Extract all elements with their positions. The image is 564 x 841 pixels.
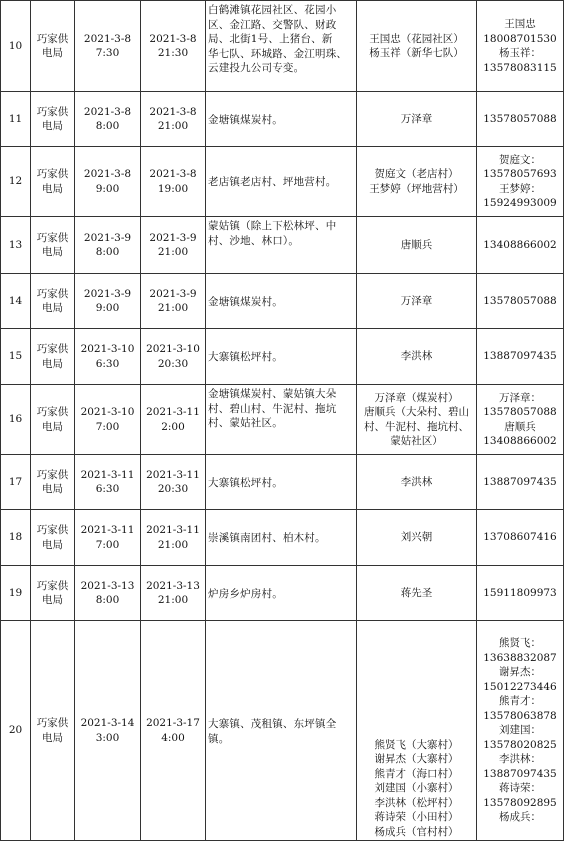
contact-cell — [357, 1, 477, 92]
area-cell-line: 村、沙地、林口）。 — [208, 234, 300, 247]
table-row — [1, 1, 564, 92]
contact-cell — [357, 217, 477, 274]
phone-cell-line: 13578083115 — [483, 61, 557, 74]
area-cell-line: 局、北街1号、上猪台、新 — [208, 33, 333, 45]
unit-cell-line: 电局 — [42, 302, 63, 314]
phone-cell-line: 万泽章： — [499, 391, 541, 404]
unit-cell-line: 巧家供 — [36, 343, 69, 355]
area-cell — [206, 621, 357, 841]
contact-cell-line: 唐顺兵（大朵村、碧山 — [364, 406, 469, 418]
table-row — [1, 566, 564, 621]
start-time-cell — [75, 385, 141, 455]
contact-cell-line: 唐顺兵 — [400, 238, 433, 251]
table-row — [1, 92, 564, 147]
start-time-cell-line: 2021-3-8 — [83, 32, 132, 45]
phone-cell-line: 13578092895 — [483, 796, 557, 809]
table-row — [1, 385, 564, 455]
contact-cell — [357, 621, 477, 841]
phone-cell-line: 杨成兵： — [499, 811, 541, 824]
area-cell — [206, 510, 357, 566]
phone-cell — [477, 510, 564, 566]
area-cell — [206, 274, 357, 329]
area-cell-line: 镇。 — [208, 732, 230, 745]
contact-cell — [357, 385, 477, 455]
contact-cell-line: 李洪林 — [400, 475, 433, 488]
unit-cell-line: 电局 — [42, 538, 63, 551]
contact-cell-line: 刘兴朝 — [400, 531, 433, 544]
end-time-cell-line: 2021-3-9 — [149, 287, 197, 300]
area-cell-line: 区、金江路、交警队、财政 — [208, 18, 337, 31]
phone-cell — [477, 455, 564, 510]
start-time-cell-line: 8:00 — [95, 120, 120, 132]
phone-cell-line: 15012273446 — [483, 680, 557, 693]
contact-cell-line: 杨玉祥（新华七队） — [369, 47, 464, 59]
area-cell-line: 大寨镇松坪村。 — [208, 351, 283, 364]
start-time-cell-line: 2021-3-9 — [83, 287, 132, 300]
unit-cell-line: 电局 — [42, 420, 63, 433]
end-time-cell — [141, 329, 206, 385]
end-time-cell-line: 2021-3-9 — [149, 231, 197, 244]
row-number: 17 — [1, 455, 31, 510]
start-time-cell-line: 2021-3-10 — [80, 406, 135, 418]
end-time-cell — [141, 147, 206, 217]
start-time-cell-line: 7:30 — [95, 47, 120, 59]
unit-cell — [31, 92, 75, 147]
contact-cell — [357, 274, 477, 329]
phone-cell-line: 熊贤飞： — [499, 637, 541, 650]
unit-cell — [31, 1, 75, 92]
start-time-cell-line: 2021-3-10 — [80, 343, 135, 355]
contact-cell-line: 熊贤飞（大寨村） — [374, 738, 459, 751]
end-time-cell-line: 20:30 — [157, 357, 189, 370]
area-cell — [206, 566, 357, 621]
area-cell — [206, 1, 357, 92]
start-time-cell-line: 2021-3-11 — [80, 524, 135, 536]
area-cell-line: 蒙姑镇（除上下松林坪、中 — [208, 220, 337, 232]
area-cell-line: 老店镇老店村、坪地营村。 — [208, 176, 337, 189]
phone-cell — [477, 1, 564, 92]
phone-cell-line: 13887097435 — [483, 767, 557, 780]
start-time-cell — [75, 455, 141, 510]
area-cell-line: 大寨镇、茂租镇、东坪镇全 — [208, 718, 337, 730]
end-time-cell-line: 2021-3-11 — [146, 406, 200, 418]
phone-cell-line: 刘建国： — [499, 724, 541, 737]
unit-cell-line: 巧家供 — [36, 231, 69, 244]
area-cell — [206, 217, 357, 274]
unit-cell — [31, 217, 75, 274]
end-time-cell-line: 21:30 — [157, 47, 189, 59]
unit-cell — [31, 385, 75, 455]
start-time-cell — [75, 274, 141, 329]
phone-cell-line: 13578057693 — [483, 168, 557, 180]
area-cell-line: 炉房乡炉房村。 — [208, 587, 283, 600]
start-time-cell-line: 7:00 — [95, 538, 120, 551]
phone-cell-line: 13408866002 — [483, 238, 557, 251]
area-cell-line: 金塘镇煤炭村。 — [208, 295, 283, 308]
unit-cell — [31, 455, 75, 510]
unit-cell-line: 巧家供 — [36, 579, 69, 592]
end-time-cell-line: 21:00 — [157, 538, 189, 551]
contact-cell — [357, 92, 477, 147]
row-number: 12 — [1, 147, 31, 217]
area-cell-line: 华七队、环城路、金江明珠、 — [208, 47, 348, 60]
phone-cell-line: 13408866002 — [483, 435, 557, 447]
area-cell — [206, 455, 357, 510]
row-number: 19 — [1, 566, 31, 621]
end-time-cell-line: 2021-3-13 — [146, 579, 200, 592]
contact-cell-line: 杨成兵（官村村） — [374, 825, 459, 838]
start-time-cell-line: 6:30 — [95, 357, 120, 370]
phone-cell-line: 18008701530 — [483, 32, 557, 45]
table-row — [1, 147, 564, 217]
table-row — [1, 274, 564, 329]
start-time-cell — [75, 1, 141, 92]
unit-cell — [31, 510, 75, 566]
area-cell-line: 云建投九公司专变。 — [208, 62, 305, 74]
start-time-cell-line: 2021-3-11 — [80, 468, 135, 481]
unit-cell — [31, 621, 75, 841]
unit-cell-line: 巧家供 — [36, 717, 69, 729]
unit-cell-line: 电局 — [42, 731, 63, 744]
table-body — [1, 1, 564, 841]
unit-cell-line: 巧家供 — [36, 406, 69, 418]
contact-cell-line: 万泽章 — [400, 112, 433, 125]
contact-cell-line: 李洪林（松坪村） — [374, 796, 459, 809]
phone-cell — [477, 385, 564, 455]
phone-cell-line: 13578057088 — [483, 112, 557, 125]
row-number: 15 — [1, 329, 31, 385]
unit-cell-line: 电局 — [42, 120, 63, 132]
start-time-cell-line: 9:00 — [95, 302, 120, 314]
contact-cell — [357, 455, 477, 510]
phone-cell-line: 李洪林： — [499, 753, 541, 766]
end-time-cell-line: 2021-3-17 — [146, 717, 200, 729]
phone-cell-line: 13887097435 — [483, 475, 557, 488]
contact-cell-line: 蒋诗荣（小田村） — [374, 811, 459, 823]
end-time-cell — [141, 385, 206, 455]
phone-cell — [477, 621, 564, 841]
unit-cell-line: 电局 — [42, 182, 63, 195]
phone-cell-line: 15911809973 — [483, 586, 557, 599]
contact-cell-line: 蒙姑社区） — [390, 435, 443, 447]
phone-cell-line: 谢昇杰： — [499, 666, 541, 679]
end-time-cell — [141, 566, 206, 621]
start-time-cell — [75, 621, 141, 841]
end-time-cell-line: 2021-3-10 — [146, 343, 200, 355]
table-row — [1, 510, 564, 566]
contact-cell-line: 王梦婷（坪地营村） — [369, 182, 464, 195]
phone-cell-line: 贺庭文： — [499, 153, 541, 166]
start-time-cell — [75, 92, 141, 147]
end-time-cell-line: 2021-3-11 — [146, 524, 200, 536]
area-cell-line: 村、碧山村、牛泥村、拖坑 — [208, 402, 337, 415]
contact-cell-line: 村、牛泥村、拖坑村、 — [364, 420, 469, 433]
end-time-cell-line: 21:00 — [157, 120, 189, 132]
phone-cell-line: 13638832087 — [483, 651, 557, 664]
phone-cell — [477, 92, 564, 147]
start-time-cell-line: 2021-3-13 — [80, 579, 135, 592]
start-time-cell — [75, 217, 141, 274]
contact-cell-line: 谢昇杰（大寨村） — [374, 753, 459, 765]
unit-cell-line: 巧家供 — [36, 524, 69, 536]
unit-cell — [31, 566, 75, 621]
phone-cell-line: 13887097435 — [483, 350, 557, 363]
end-time-cell — [141, 92, 206, 147]
start-time-cell-line: 8:00 — [95, 594, 120, 606]
end-time-cell-line: 2021-3-8 — [149, 168, 197, 180]
start-time-cell-line: 2021-3-14 — [80, 717, 135, 729]
start-time-cell-line: 6:30 — [95, 483, 120, 495]
row-number: 13 — [1, 217, 31, 274]
area-cell — [206, 329, 357, 385]
start-time-cell — [75, 329, 141, 385]
unit-cell-line: 电局 — [42, 47, 63, 59]
start-time-cell-line: 9:00 — [95, 182, 120, 195]
row-number: 20 — [1, 621, 31, 841]
end-time-cell-line: 2021-3-8 — [149, 32, 197, 45]
end-time-cell-line: 2021-3-11 — [146, 468, 200, 481]
unit-cell-line: 巧家供 — [36, 468, 69, 481]
phone-cell-line: 13578063878 — [483, 709, 557, 722]
area-cell-line: 金塘镇煤炭村、蒙姑镇大朵 — [208, 388, 337, 400]
end-time-cell-line: 21:00 — [157, 302, 189, 314]
end-time-cell — [141, 621, 206, 841]
start-time-cell — [75, 510, 141, 566]
end-time-cell-line: 21:00 — [157, 246, 189, 258]
table-row — [1, 455, 564, 510]
phone-cell-line: 杨玉祥： — [499, 47, 541, 59]
phone-cell — [477, 147, 564, 217]
contact-cell — [357, 147, 477, 217]
unit-cell-line: 电局 — [42, 246, 63, 258]
area-cell-line: 崇溪镇南团村、柏木村。 — [208, 532, 326, 545]
contact-cell-line: 贺庭文（老店村） — [374, 168, 459, 180]
contact-cell-line: 刘建国（小寨村） — [374, 782, 459, 794]
area-cell-line: 金塘镇煤炭村。 — [208, 113, 283, 126]
start-time-cell-line: 2021-3-9 — [83, 231, 132, 244]
end-time-cell — [141, 455, 206, 510]
phone-cell-line: 13578020825 — [483, 738, 557, 751]
table-row — [1, 621, 564, 841]
end-time-cell — [141, 510, 206, 566]
start-time-cell-line: 7:00 — [95, 420, 120, 433]
table-row — [1, 329, 564, 385]
unit-cell-line: 电局 — [42, 483, 63, 495]
start-time-cell-line: 2021-3-8 — [83, 105, 132, 118]
start-time-cell-line: 8:00 — [95, 246, 120, 258]
phone-cell-line: 蒋诗荣： — [499, 782, 541, 795]
phone-cell — [477, 217, 564, 274]
phone-cell — [477, 274, 564, 329]
contact-cell — [357, 329, 477, 385]
contact-cell-line: 李洪林 — [400, 350, 433, 363]
unit-cell-line: 巧家供 — [36, 168, 69, 180]
phone-cell — [477, 329, 564, 385]
contact-cell-line: 万泽章（煤炭村） — [374, 391, 459, 404]
end-time-cell-line: 2021-3-8 — [149, 105, 197, 118]
unit-cell-line: 电局 — [42, 357, 63, 370]
row-number: 18 — [1, 510, 31, 566]
end-time-cell — [141, 274, 206, 329]
end-time-cell-line: 2:00 — [161, 420, 185, 433]
unit-cell — [31, 147, 75, 217]
start-time-cell-line: 3:00 — [95, 731, 120, 744]
area-cell-line: 村、蒙姑社区。 — [208, 417, 283, 429]
start-time-cell — [75, 566, 141, 621]
phone-cell — [477, 566, 564, 621]
contact-cell-line: 王国忠（花园社区） — [369, 32, 464, 45]
row-number: 10 — [1, 1, 31, 92]
start-time-cell — [75, 147, 141, 217]
phone-cell-line: 15924993009 — [483, 197, 557, 209]
area-cell — [206, 385, 357, 455]
area-cell — [206, 92, 357, 147]
contact-cell-line: 熊青才（海口村） — [374, 767, 459, 780]
unit-cell-line: 巧家供 — [36, 105, 69, 118]
contact-cell-line: 万泽章 — [400, 294, 433, 307]
start-time-cell-line: 2021-3-8 — [83, 168, 132, 180]
contact-cell — [357, 566, 477, 621]
phone-cell-line: 13578057088 — [483, 294, 557, 307]
phone-cell-line: 王梦婷： — [499, 182, 541, 195]
contact-cell — [357, 510, 477, 566]
end-time-cell — [141, 1, 206, 92]
unit-cell-line: 电局 — [42, 594, 63, 606]
unit-cell — [31, 329, 75, 385]
phone-cell-line: 13578057088 — [483, 406, 557, 418]
end-time-cell — [141, 217, 206, 274]
end-time-cell-line: 19:00 — [157, 182, 189, 195]
area-cell-line: 白鹤滩镇花园社区、花园小 — [208, 4, 337, 16]
contact-cell-line: 蒋先圣 — [400, 586, 433, 599]
phone-cell-line: 熊青才： — [499, 695, 541, 708]
unit-cell-line: 巧家供 — [36, 287, 69, 300]
row-number: 16 — [1, 385, 31, 455]
table-row — [1, 217, 564, 274]
row-number: 14 — [1, 274, 31, 329]
area-cell-line: 大寨镇松坪村。 — [208, 476, 283, 489]
end-time-cell-line: 20:30 — [157, 483, 189, 495]
unit-cell — [31, 274, 75, 329]
end-time-cell-line: 21:00 — [157, 594, 189, 606]
phone-cell-line: 王国忠 — [504, 18, 536, 30]
area-cell — [206, 147, 357, 217]
row-number: 11 — [1, 92, 31, 147]
unit-cell-line: 巧家供 — [36, 32, 69, 45]
end-time-cell-line: 4:00 — [161, 731, 185, 744]
phone-cell-line: 唐顺兵 — [504, 420, 536, 433]
phone-cell-line: 13708607416 — [483, 531, 557, 544]
